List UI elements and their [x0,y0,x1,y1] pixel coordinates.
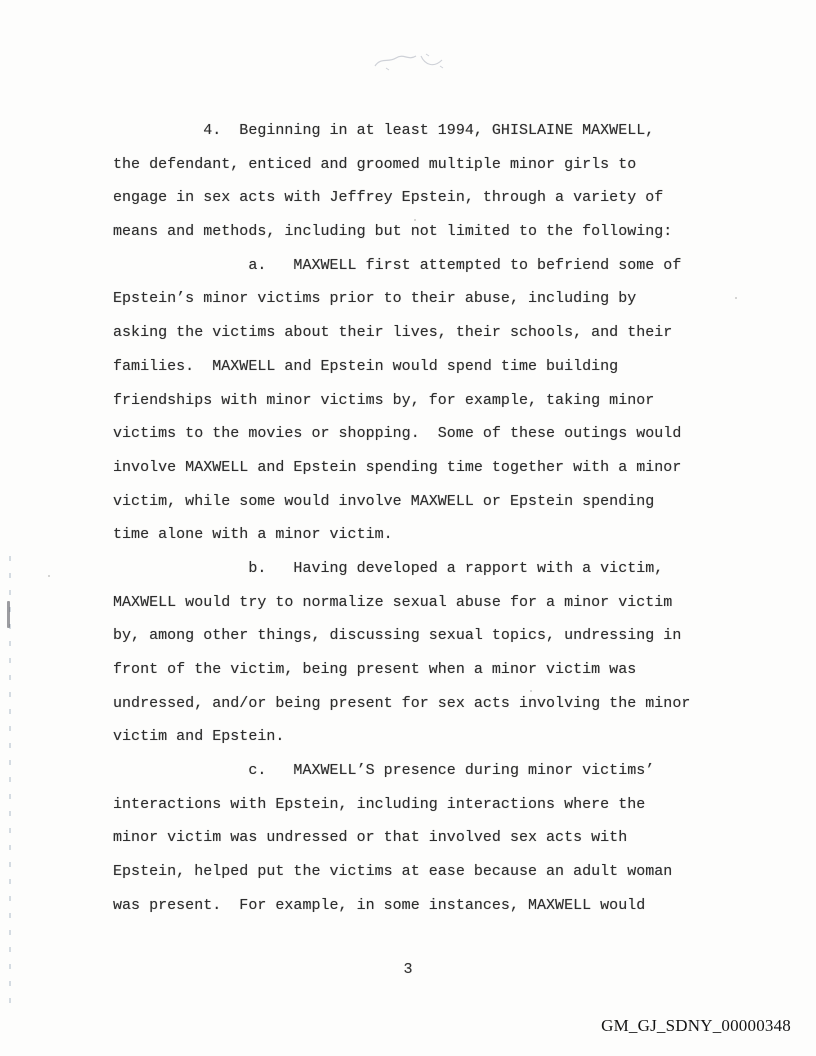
text-line: 4. Beginning in at least 1994, GHISLAINE MAXWELL, [113,122,655,139]
bates-stamp: GM_GJ_SDNY_00000348 [601,1016,791,1035]
scan-speck [48,575,50,577]
text-line: victims to the movies or shopping. Some of these outings would [113,425,682,443]
pencil-smudge-icon [416,50,452,76]
text-line: Epstein’s minor victims prior to their abuse, including by [113,290,637,308]
text-line: asking the victims about their lives, their schools, and their [113,324,673,342]
text-line: involve MAXWELL and Epstein spending time together with a minor [113,458,682,476]
text-line: was present. For example, in some instances, MAXWELL would [113,896,646,914]
text-line: victim, while some would involve MAXWELL or Epstein spending [113,492,655,510]
text-line: by, among other things, discussing sexual topics, undressing in [113,627,682,645]
text-line: b. Having developed a rapport with a victim, [113,559,664,577]
text-line: the defendant, enticed and groomed multiple minor girls to [113,155,637,173]
text-line: families. MAXWELL and Epstein would spend time building [113,357,619,375]
text-line: friendships with minor victims by, for example, taking minor [113,391,655,409]
text-line: victim and Epstein. [113,728,285,746]
text-line: MAXWELL would try to normalize sexual abuse for a minor victim [113,593,673,611]
pencil-smudge-icon [372,48,420,74]
page-number: 3 [403,961,413,978]
text-line: undressed, and/or being present for sex acts involving the minor [113,694,691,712]
text-line: interactions with Epstein, including interactions where the [113,795,646,813]
text-line: Epstein, helped put the victims at ease because an adult woman [113,863,673,881]
text-line: engage in sex acts with Jeffrey Epstein, through a variety of [113,189,664,207]
text-line: minor victim was undressed or that involved sex acts with [113,829,628,847]
text-line: front of the victim, being present when a minor victim was [113,661,637,678]
text-line: means and methods, including but not limited to the following: [113,223,673,241]
scan-edge-mark [7,601,10,628]
text-line: c. MAXWELL’S presence during minor victims’ [113,762,655,780]
text-line: time alone with a minor victim. [113,526,393,544]
document-body [113,114,753,923]
text-line: a. MAXWELL first attempted to befriend some of [113,256,682,274]
